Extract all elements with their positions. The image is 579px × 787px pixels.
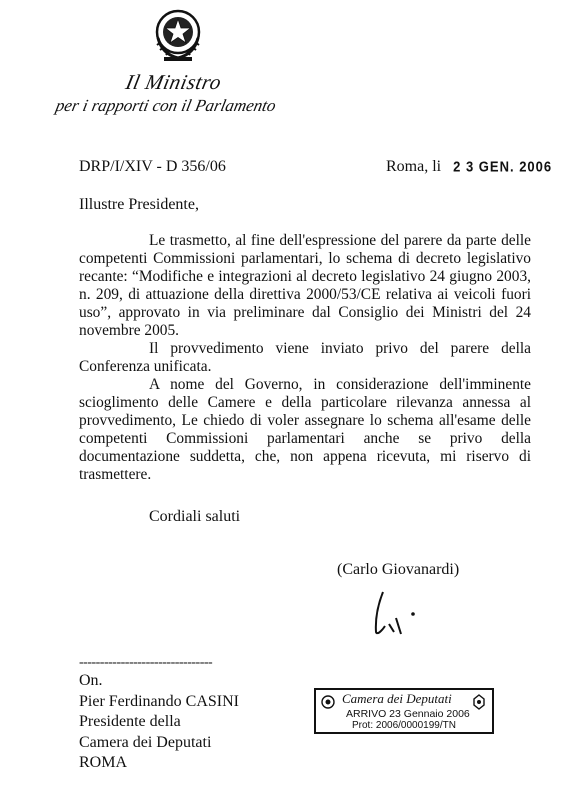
recipient-institution: Camera dei Deputati <box>79 733 212 751</box>
recipient-role: Presidente della <box>79 713 181 730</box>
stamp-protocol: Prot: 2006/0000199/TN <box>352 720 456 731</box>
recipient-name: Pier Ferdinando CASINI <box>79 692 239 710</box>
body-paragraph: Le trasmetto, al fine dell'espressione del parere da parte delle competenti Commissioni parlamentari, lo schema di decreto legislativo recante: “Modifiche e integrazioni al decreto legislativo 24 giugno 2003, n. 209, di attuazione della direttiva 2000/53/CE relativa ai veicoli fuori uso”, approvato in via preliminare dal Consiglio dei Ministri del 24 novembre 2005. <box>79 232 531 339</box>
separator-line: -------------------------------- <box>79 655 213 670</box>
place-label: Roma, li <box>386 158 442 175</box>
recipient-city: ROMA <box>79 754 128 771</box>
seal-icon <box>321 695 335 709</box>
body-paragraph: A nome del Governo, in considerazione dell'imminente scioglimento delle Camere e della particolare rilevanza annessa al provvedimento, Le chiedo di voler assegnare lo schema all'esame delle competenti Commissioni parlamentari anche se privo della documentazione suddetta, che, non appena ricevuta, mi riservo di trasmettere. <box>79 376 531 483</box>
recipient-address <box>79 671 239 774</box>
stamp-arrival: ARRIVO 23 Gennaio 2006 <box>346 708 470 720</box>
date-stamp: 2 3 GEN. 2006 <box>453 157 553 176</box>
salutation: Illustre Presidente, <box>79 196 199 213</box>
arrival-stamp <box>314 688 494 734</box>
ministry-subtitle: per i rapporti con il Parlamento <box>54 96 278 115</box>
place-date <box>386 158 552 176</box>
italian-republic-emblem <box>152 8 204 64</box>
seal-icon <box>472 694 486 710</box>
ministry-letterhead <box>56 70 316 122</box>
closing: Cordiali saluti <box>149 508 241 525</box>
handwritten-signature <box>365 588 435 638</box>
minister-title: Il Ministro <box>123 70 224 94</box>
letter-body <box>79 232 531 484</box>
protocol-number: DRP/I/XIV - D 356/06 <box>79 158 226 175</box>
recipient-prefix: On. <box>79 672 103 689</box>
signer-name: (Carlo Giovanardi) <box>337 561 460 578</box>
body-paragraph: Il provvedimento viene inviato privo del parere della Conferenza unificata. <box>79 340 531 375</box>
stamp-org: Camera dei Deputati <box>342 691 452 706</box>
